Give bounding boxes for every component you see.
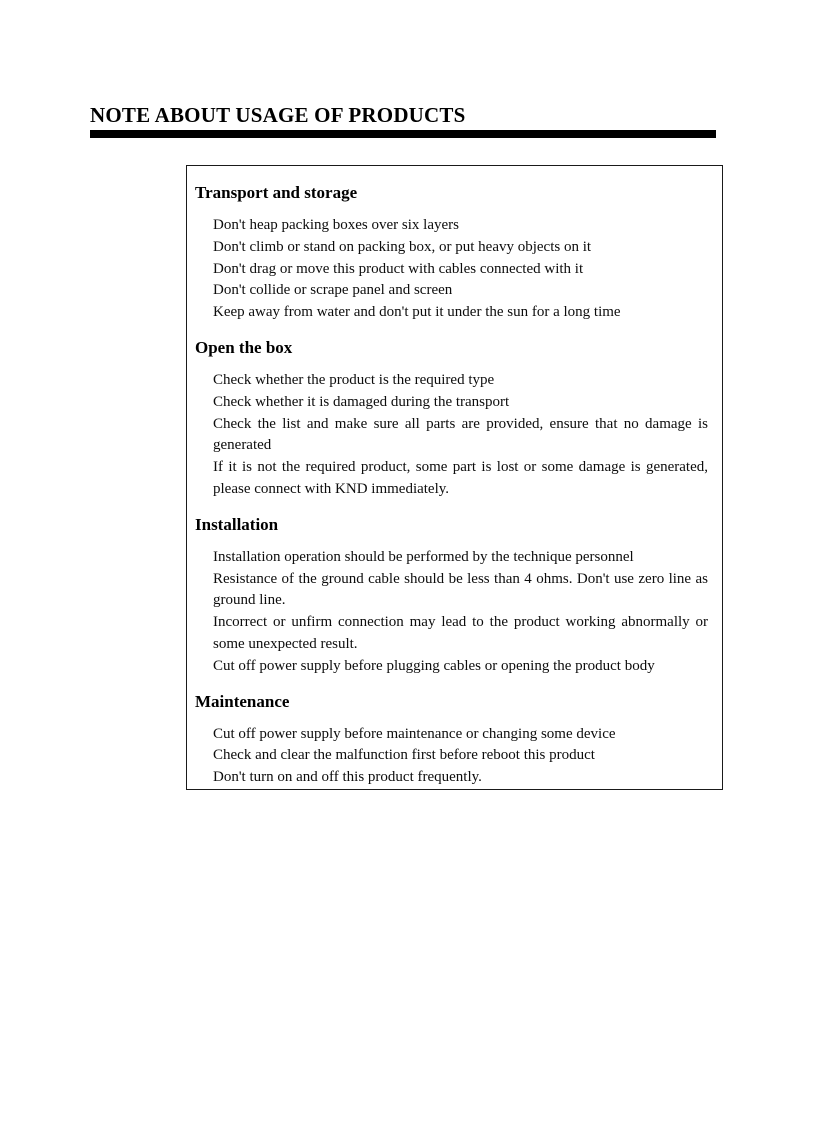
note-line: Installation operation should be performed by the technique personnel — [213, 548, 634, 565]
note-line: Don't turn on and off this product frequently. — [213, 769, 482, 786]
note-line: Incorrect or unfirm connection may lead to the product working abnormally or some unexpected result. — [213, 614, 708, 652]
note-line: Don't heap packing boxes over six layers — [213, 217, 459, 233]
title-rule — [90, 130, 716, 138]
note-line: Cut off power supply before plugging cables or opening the product body — [213, 657, 655, 674]
usage-notes-box — [186, 165, 723, 790]
note-line: If it is not the required product, some part is lost or some damage is generated, please connect with KND immediately. — [213, 459, 708, 497]
section-maintenance — [187, 691, 722, 789]
section-heading: Transport and storage — [195, 183, 358, 202]
note-line: Check and clear the malfunction first before reboot this product — [213, 747, 595, 764]
note-line: Don't climb or stand on packing box, or put heavy objects on it — [213, 238, 592, 255]
note-line: Resistance of the ground cable should be less than 4 ohms. Don't use zero line as ground line. — [213, 570, 708, 609]
section-heading: Open the box — [195, 337, 293, 357]
note-line: Check whether the product is the required type — [213, 371, 495, 388]
page-title: NOTE ABOUT USAGE OF PRODUCTS — [90, 103, 466, 127]
note-line: Don't collide or scrape panel and screen — [213, 282, 453, 299]
section-heading: Installation — [195, 514, 279, 534]
section-installation — [187, 514, 722, 678]
note-line: Don't drag or move this product with cables connected with it — [213, 260, 584, 277]
section-heading: Maintenance — [195, 691, 290, 711]
section-open-the-box — [187, 337, 722, 501]
section-transport-and-storage — [187, 182, 722, 324]
note-line: Check whether it is damaged during the transport — [213, 393, 510, 410]
note-line: Check the list and make sure all parts are provided, ensure that no damage is generated — [213, 415, 708, 454]
note-line: Cut off power supply before maintenance or changing some device — [213, 725, 616, 742]
note-line: Keep away from water and don't put it under the sun for a long time — [213, 304, 621, 321]
